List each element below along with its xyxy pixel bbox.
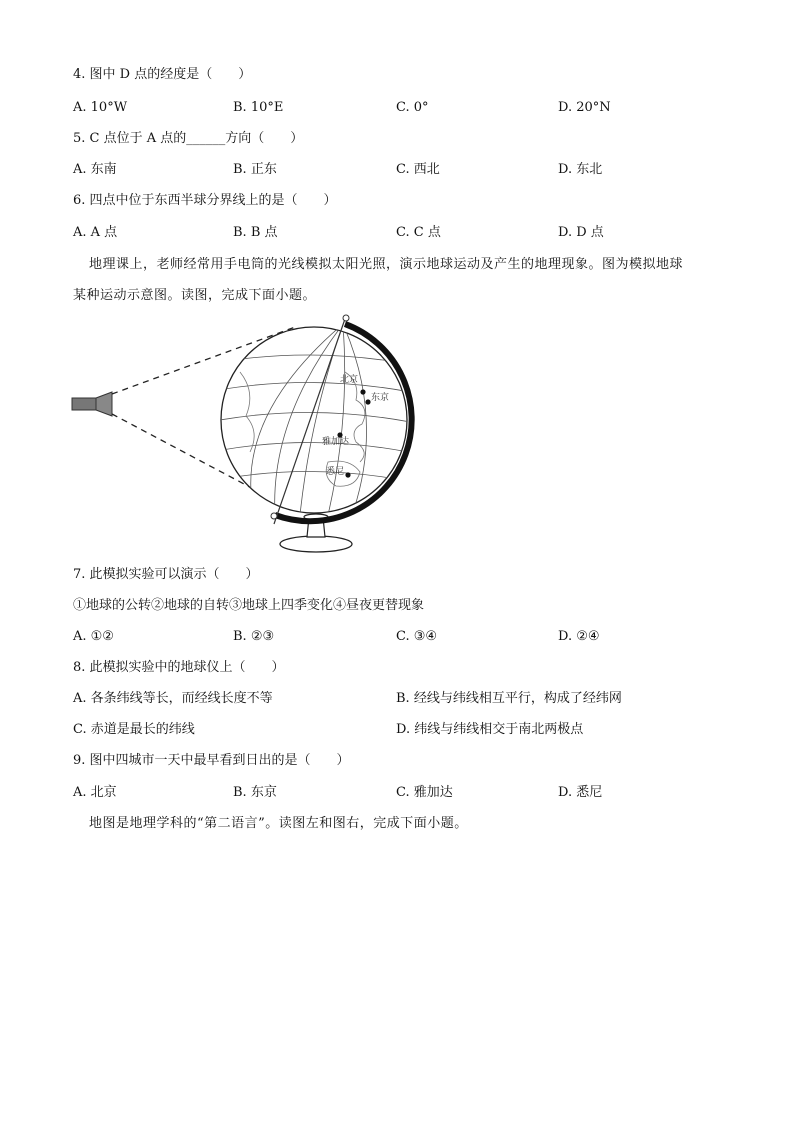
q7-option-c[interactable]: C. ③④ [396, 629, 438, 644]
q7-option-d[interactable]: D. ②④ [558, 629, 600, 644]
sydney-marker [345, 472, 350, 477]
q4-option-b[interactable]: B. 10°E [233, 100, 284, 115]
passage-2-line-1: 地图是地理学科的“第二语言”。读图左和图右，完成下面小题。 [89, 816, 468, 831]
q6-option-a[interactable]: A. A 点 [73, 225, 118, 240]
q6-option-b[interactable]: B. B 点 [233, 225, 278, 240]
q9-option-b[interactable]: B. 东京 [233, 785, 277, 800]
flashlight-icon [72, 392, 112, 416]
q8-option-d[interactable]: D. 纬线与纬线相交于南北两极点 [396, 722, 584, 737]
jakarta-label: 雅加达 [322, 436, 350, 446]
q5-option-c[interactable]: C. 西北 [396, 162, 440, 177]
q8-option-b[interactable]: B. 经线与纬线相互平行，构成了经纬网 [396, 691, 622, 706]
globe-flashlight-figure [60, 312, 430, 557]
q9-option-a[interactable]: A. 北京 [73, 785, 117, 800]
q6-option-d[interactable]: D. D 点 [558, 225, 604, 240]
tokyo-label: 东京 [371, 392, 390, 402]
beijing-label: 北京 [340, 374, 359, 384]
tokyo-marker [365, 399, 370, 404]
q6-option-c[interactable]: C. C 点 [396, 225, 441, 240]
q7-statements: ①地球的公转②地球的自转③地球上四季变化④昼夜更替现象 [73, 598, 425, 613]
q6-stem: 6. 四点中位于东西半球分界线上的是（ ） [73, 193, 337, 208]
q8-option-c[interactable]: C. 赤道是最长的纬线 [73, 722, 195, 737]
q5-option-a[interactable]: A. 东南 [73, 162, 117, 177]
q4-option-d[interactable]: D. 20°N [558, 100, 611, 115]
q9-option-c[interactable]: C. 雅加达 [396, 785, 453, 800]
beijing-marker [360, 389, 365, 394]
q9-stem: 9. 图中四城市一天中最早看到日出的是（ ） [73, 753, 350, 768]
q9-option-d[interactable]: D. 悉尼 [558, 785, 603, 800]
q7-option-a[interactable]: A. ①② [73, 629, 114, 644]
q4-stem: 4. 图中 D 点的经度是（ ） [73, 67, 252, 82]
passage-1-line-2: 某种运动示意图。读图，完成下面小题。 [73, 288, 317, 303]
q4-option-c[interactable]: C. 0° [396, 100, 429, 115]
sydney-label: 悉尼 [326, 466, 345, 476]
q4-option-a[interactable]: A. 10°W [73, 100, 128, 115]
q5-option-d[interactable]: D. 东北 [558, 162, 603, 177]
q8-stem: 8. 此模拟实验中的地球仪上（ ） [73, 660, 285, 675]
q5-option-b[interactable]: B. 正东 [233, 162, 277, 177]
q7-option-b[interactable]: B. ②③ [233, 629, 275, 644]
q8-option-a[interactable]: A. 各条纬线等长，而经线长度不等 [73, 691, 273, 706]
q7-stem: 7. 此模拟实验可以演示（ ） [73, 567, 259, 582]
passage-1-line-1: 地理课上，老师经常用手电筒的光线模拟太阳光照，演示地球运动及产生的地理现象。图为模拟地球 [89, 257, 684, 272]
q5-stem: 5. C 点位于 A 点的______方向（ ） [73, 131, 304, 146]
